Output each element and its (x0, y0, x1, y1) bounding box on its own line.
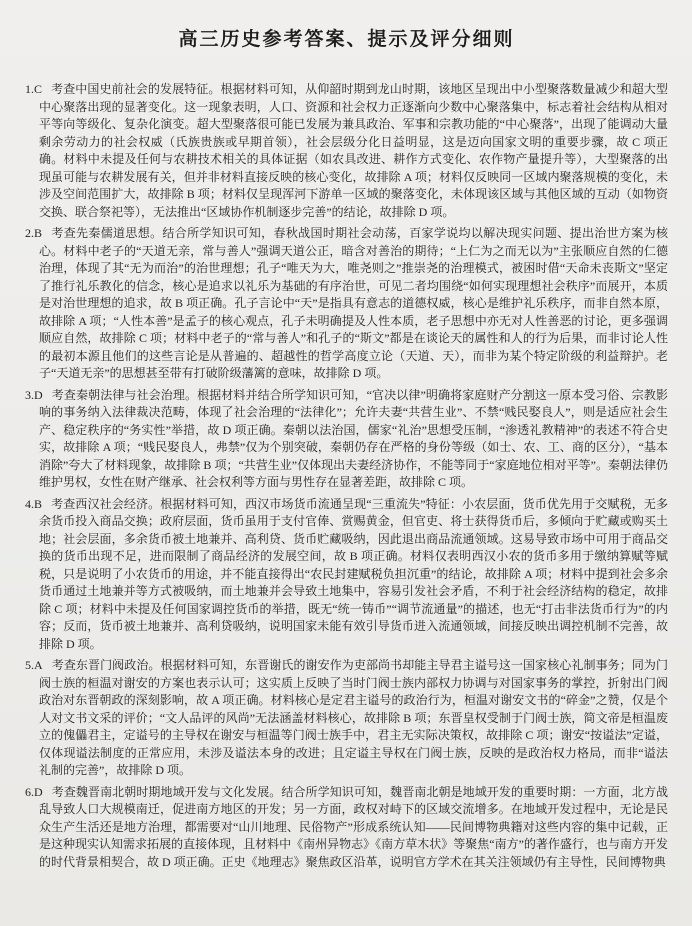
answer-number-5: 5.A (25, 658, 43, 672)
answer-explanation-5: 考查东晋门阀政治。根据材料可知，东晋谢氏的谢安作为吏部尚书却能主导君主谥号这一国家核心礼制事务；同为门阀士族的桓温对谢安的方案也表示认可；这实质上反映了当时门阀士族内部权力协调与对国家事务的掌控，折射出门阀政治对东晋朝政的深刻影响，故 A 项正确。材料核心是定君主谥号的政治行为，桓温对谢安文书的“碎金”之赞，仅是个人对文书文采的评价；“文人品评的风尚”无法涵盖材料核心，故排除 B 项；东晋皇权受制于门阀士族，简文帝是桓温废立的傀儡君主，定谥号的主导权在谢安与桓温等门阀士族手中，君主无实际决策权，故排除 C 项；谢安“按谥法”定谥，仅体现谥法制度的正常应用，未涉及谥法本身的改进；且定谥主导权在门阀士族，反映的是政治权力格局，而非“谥法礼制的完善”，故排除 D 项。 (39, 658, 668, 777)
answer-number-6: 6.D (25, 784, 43, 799)
answer-item-5 (25, 657, 668, 780)
answer-explanation-6: 考查魏晋南北朝时期地域开发与文化发展。结合所学知识可知，魏晋南北朝是地域开发的重要时期：一方面，北方战乱导致人口大规模南迁，促进南方地区的开发；另一方面，政权对峙下的区域交流增多。在地域开发过程中，无论是民众生产生活还是地方治理，都需要对“山川地理、民俗物产”形成系统认知——民间博物典籍对这些内容的集中记载，正是这种现实认知需求拓展的直接体现，且材料中《南州异物志》《南方草木状》等聚焦“南方”的著作盛行，也与南方开发的时代背景相契合，故 D 项正确。正史《地理志》聚焦政区沿革，说明官方学术在其关注领域仍有主导性，民间博物典 (39, 784, 668, 869)
answer-explanation-2: 考查先秦儒道思想。结合所学知识可知，春秋战国时期社会动荡，百家学说均以解决现实问题、提出治世方案为核心。材料中老子的“天道无亲，常与善人”强调天道公正，暗含对善治的期待；“上仁为之而无以为”主张顺应自然的仁德治理，体现了其“无为而治”的治世理想；孔子“唯天为大，唯尧则之”推崇尧的治理模式，被困时借“天命未丧斯文”坚定了推行礼乐教化的信念，核心是追求以礼乐为基础的有序治世，可见二者均围绕“如何实现理想社会秩序”而展开，本质是对治世理想的追求，故 B 项正确。孔子言论中“天”是指具有意志的道德权威，核心是维护礼乐秩序，而非自然本原，故排除 A 项；“人性本善”是孟子的核心观点，孔子未明确提及人性本质，老子思想中亦无对人性善恶的讨论，更多强调顺应自然，故排除 C 项；材料中老子的“常与善人”和孔子的“斯文”都是在谈论天的属性和人的行为后果，而非讨论人性的最初本源且他们的这些言论是从普遍的、超越性的哲学高度立论（天道、天），而非为某个特定阶级的利益辩护。老子“天道无亲”的思想甚至带有打破阶级藩篱的意味，故排除 D 项。 (39, 226, 668, 380)
answers-list (25, 81, 668, 871)
answer-number-3: 3.D (25, 387, 43, 402)
answer-explanation-4: 考查西汉社会经济。根据材料可知，西汉市场货币流通呈现“三重流失”特征：小农层面，货币优先用于交赋税，无多余货币投入商品交换；政府层面，货币虽用于支付官俸、赏赐黄金，但官吏、将士获得货币后，多倾向于贮藏或购买土地；社会层面，多余货币被土地兼并、高利贷、货币贮藏吸纳，因此退出商品流通领域。这易导致市场中可用于商品交换的货币出现不足，进而限制了商品经济的发展空间，故 B 项正确。材料仅表明西汉小农的货币多用于缴纳算赋等赋税，只是说明了小农货币的用途，并不能直接得出“农民封建赋税负担沉重”的结论，故排除 A 项；材料中提到社会多余货币通过土地兼并等方式被吸纳，而土地兼并会导致土地集中，容易引发社会矛盾，不利于社会经济结构的稳定，故排除 C 项；材料中未提及任何国家调控货币的举措，既无“统一铸币”“调节流通量”的描述，也无“打击非法货币行为”的内容；反而，货币被土地兼并、高利贷吸纳，说明国家未能有效引导货币进入流通领域，间接反映出调控机制不完善，故排除 D 项。 (39, 496, 668, 651)
answer-number-2: 2.B (25, 226, 43, 240)
answer-number-4: 4.B (25, 496, 43, 511)
answer-item-4 (25, 496, 668, 654)
page-title: 高三历史参考答案、提示及评分细则 (178, 29, 515, 50)
answer-explanation-1: 考查中国史前社会的发展特征。根据材料可知，从仰韶时期到龙山时期，该地区呈现出中小型聚落数量减少和超大型中心聚落出现的显著变化。这一现象表明，人口、资源和社会权力正逐渐向少数中心聚落集中，标志着社会结构从相对平等向等级化、复杂化演变。超大型聚落很可能已发展为兼具政治、军事和宗教功能的“中心聚落”，出现了能调动大量剩余劳动力的社会权威（氏族贵族或早期首领），社会层级分化日益明显，这是迈向国家文明的重要步骤，故 C 项正确。材料中未提及任何与农耕技术相关的具体证据（如农具改进、耕作方式变化、农作物产量提升等），大型聚落的出现虽可能与农耕发展有关，但并非材料直接反映的核心变化，故排除 A 项；材料仅反映同一区域内聚落规模的变化，未涉及空间范围扩大，故排除 B 项；材料仅呈现浑河下游单一区域的聚落变化，未体现该区域与其他区域的互动（如物资交换、联合祭祀等），无法推出“区域协作机制逐步完善”的结论，故排除 D 项。 (39, 82, 668, 219)
answer-item-2 (25, 225, 668, 383)
answer-item-3 (25, 387, 668, 492)
answer-item-1 (25, 81, 668, 221)
answer-number-1: 1.C (25, 82, 43, 96)
answer-item-6 (25, 784, 668, 872)
answer-explanation-3: 考查秦朝法律与社会治理。根据材料并结合所学知识可知，“官决以律”明确将家庭财产分割这一原本受习俗、宗教影响的事务纳入法律裁决范畴，体现了社会治理的“法律化”；允许夫妻“共营生业”、不禁“贱民娶良人”，则是适应社会生产、稳定秩序的“务实性”举措，故 D 项正确。秦朝以法治国，儒家“礼治”思想受压制，“渗透礼教精神”的表述不符合史实，故排除 A 项；“贱民娶良人，弗禁”仅为个别突破，秦朝仍存在严格的身份等级（如士、农、工、商的区分），“基本消除”夸大了材料现象，故排除 B 项；“共营生业”仅体现出夫妻经济协作，不能等同于“家庭地位相对平等”。秦朝法律仍维护男权，女性在财产继承、社会权利等方面与男性存在显著差距，故排除 C 项。 (39, 387, 668, 489)
